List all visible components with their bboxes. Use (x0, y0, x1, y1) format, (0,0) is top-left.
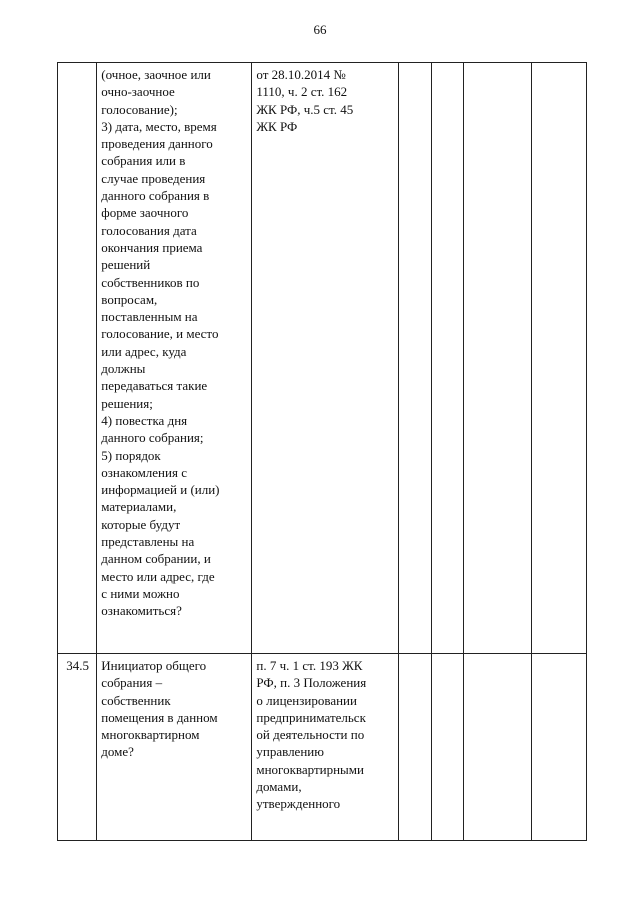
requirement-cell (97, 63, 252, 654)
note-cell (531, 654, 586, 841)
table-row (58, 654, 587, 841)
item-number-cell (58, 654, 97, 841)
reference-cell (252, 63, 399, 654)
page-number: 66 (313, 22, 327, 37)
reference-cell (252, 654, 399, 841)
answer-no-cell (431, 654, 463, 841)
requirement-text: (очное, заочное или очно-заочное голосование); 3) дата, место, время проведения данного собрания или в случае проведения данного собрания в форме заочного голосования дата окончания приема решений собственников по вопросам, поставленным на голосование, и место или адрес, куда должны передаваться такие решения; 4) повестка дня данного собрания; 5) порядок ознакомления с информацией и (или) материалами, которые будут представлены на данном собрании, и место или адрес, где с ними можно ознакомиться? (101, 67, 220, 619)
reference-text: от 28.10.2014 № 1110, ч. 2 ст. 162 ЖК РФ, ч.5 ст. 45 ЖК РФ (256, 67, 354, 134)
answer-no-cell (431, 63, 463, 654)
note-cell (531, 63, 586, 654)
answer-na-cell (463, 63, 531, 654)
reference-text: п. 7 ч. 1 ст. 193 ЖК РФ, п. 3 Положения о лицензировании предпринимательск ой деятельности по управлению многоквартирными домами, утвержденного (256, 658, 367, 812)
item-number-cell (58, 63, 97, 654)
answer-na-cell (463, 654, 531, 841)
requirement-text: Инициатор общего собрания – собственник помещения в данном многоквартирном доме? (101, 658, 218, 760)
table-row (58, 63, 587, 654)
checklist-table (57, 62, 587, 841)
item-number: 34.5 (66, 658, 90, 673)
requirement-cell (97, 654, 252, 841)
answer-yes-cell (398, 63, 431, 654)
answer-yes-cell (398, 654, 431, 841)
